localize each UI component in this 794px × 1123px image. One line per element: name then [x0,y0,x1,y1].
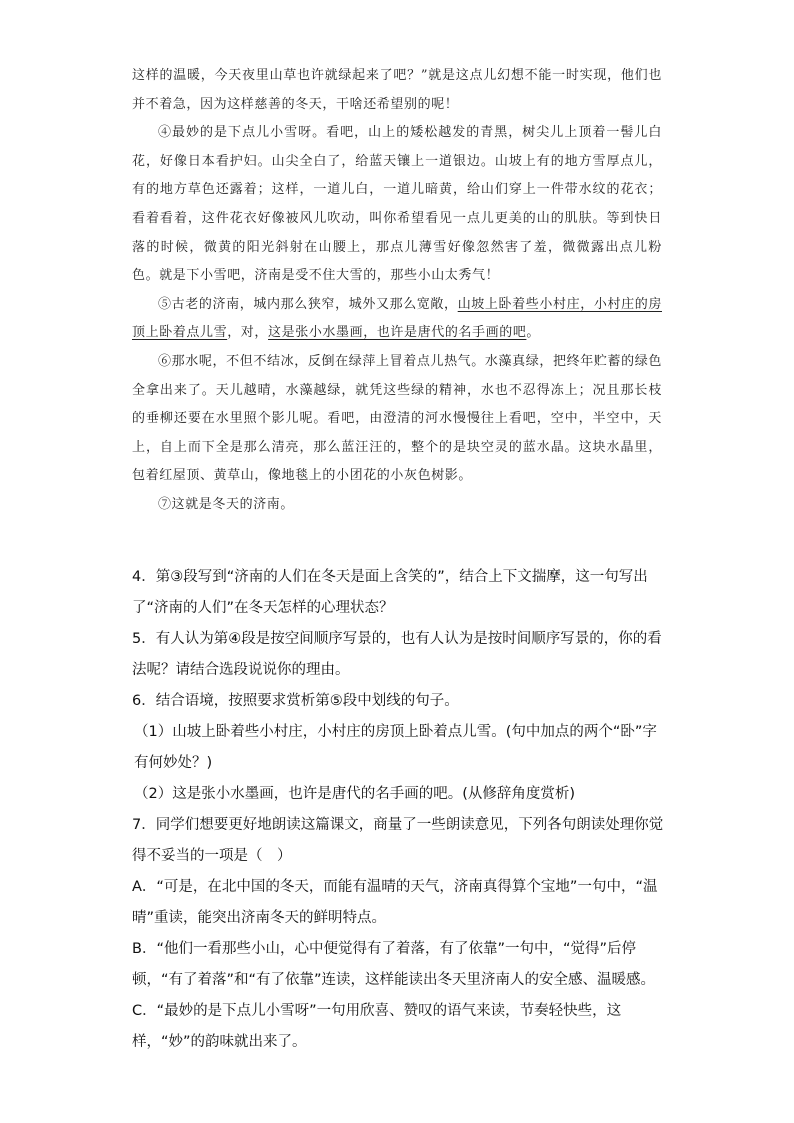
question-7: 7．同学们想要更好地朗读这篇课文，商量了一些朗读意见，下列各句朗读处理你觉得不妥当的一项是（ ） [132,817,664,864]
question-4: 4．第③段写到“济南的人们在冬天是面上含笑的”，结合上下文揣摩，这一句写出了“济南的人们”在冬天怎样的心理状态？ [132,569,648,616]
reading-passage [132,62,662,520]
underlined-sentence-1: 山坡上卧着些小村庄，小村庄的房顶上卧着点儿雪 [132,296,662,341]
passage-paragraph-6: ⑥那水呢，不但不结冰，反倒在绿萍上冒着点儿热气。水藻真绿，把终年贮蓄的绿色全拿出来了。天儿越晴，水藻越绿，就凭这些绿的精神，水也不忍得冻上；况且那长枝的垂柳还要在水里照个影儿呢。看吧，由澄清的河水慢慢往上看吧，空中，半空中，天上，自上而下全是那么清亮，那么蓝汪汪的，整个的是块空灵的蓝水晶。这块水晶里，包着红屋顶、黄草山，像地毯上的小团花的小灰色树影。 [132,353,662,484]
paragraph-5-text-b: ，对， [227,325,269,341]
question-7-option-a: A．“可是，在北中国的冬天，而能有温晴的天气，济南真得算个宝地”一句中，“温晴”重读，能突出济南冬天的鲜明特点。 [132,879,658,926]
question-7-option-b: B．“他们一看那些小山，心中便觉得有了着落，有了依靠”一句中，“觉得”后停顿，“有了着落”和“有了依靠”连读，这样能读出冬天里济南人的安全感、温暖感。 [132,941,656,988]
passage-paragraph-3-continued: 这样的温暖，今天夜里山草也许就绿起来了吧？”就是这点儿幻想不能一时实现，他们也并不着急，因为这样慈善的冬天，干啥还希望别的呢！ [132,68,662,112]
underlined-sentence-2: 这是张小水墨画，也许是唐代的名手画的吧 [268,325,527,341]
passage-paragraph-7: ⑦这就是冬天的济南。 [158,496,295,512]
question-7-option-c: C．“最妙的是下点儿小雪呀”一句用欣喜、赞叹的语气来读，节奏轻快些，这样，“妙”的韵味就出来了。 [132,1003,622,1050]
passage-paragraph-4: ④最妙的是下点儿小雪呀。看吧，山上的矮松越发的青黑，树尖儿上顶着一髻儿白花，好像日本看护妇。山尖全白了，给蓝天镶上一道银边。山坡上有的地方雪厚点儿，有的地方草色还露着；这样，一道儿白，一道儿暗黄，给山们穿上一件带水纹的花衣；看着看着，这件花衣好像被风儿吹动，叫你希望看见一点儿更美的山的肌肤。等到快日落的时候，微黄的阳光斜射在山腰上，那点儿薄雪好像忽然害了羞，微微露出点儿粉色。就是下小雪吧，济南是受不住大雪的，那些小山太秀气！ [132,125,662,284]
question-5: 5．有人认为第④段是按空间顺序写景的，也有人认为是按时间顺序写景的，你的看法呢？请结合选段说说你的理由。 [132,631,662,678]
question-6: 6．结合语境，按照要求赏析第⑤段中划线的句子。 [132,693,459,709]
passage-paragraph-5 [132,291,662,348]
question-6-part-1: （1）山坡上卧着些小村庄，小村庄的房顶上卧着点儿雪。(句中加点的两个“卧”字有何妙处？) [134,724,657,771]
question-section [132,562,666,1058]
paragraph-5-text-a: ⑤古老的济南，城内那么狭窄，城外又那么宽敞， [158,296,458,312]
question-6-part-2: （2）这是张小水墨画，也许是唐代的名手画的吧。(从修辞角度赏析) [134,786,576,802]
paragraph-5-text-c: 。 [526,325,541,341]
